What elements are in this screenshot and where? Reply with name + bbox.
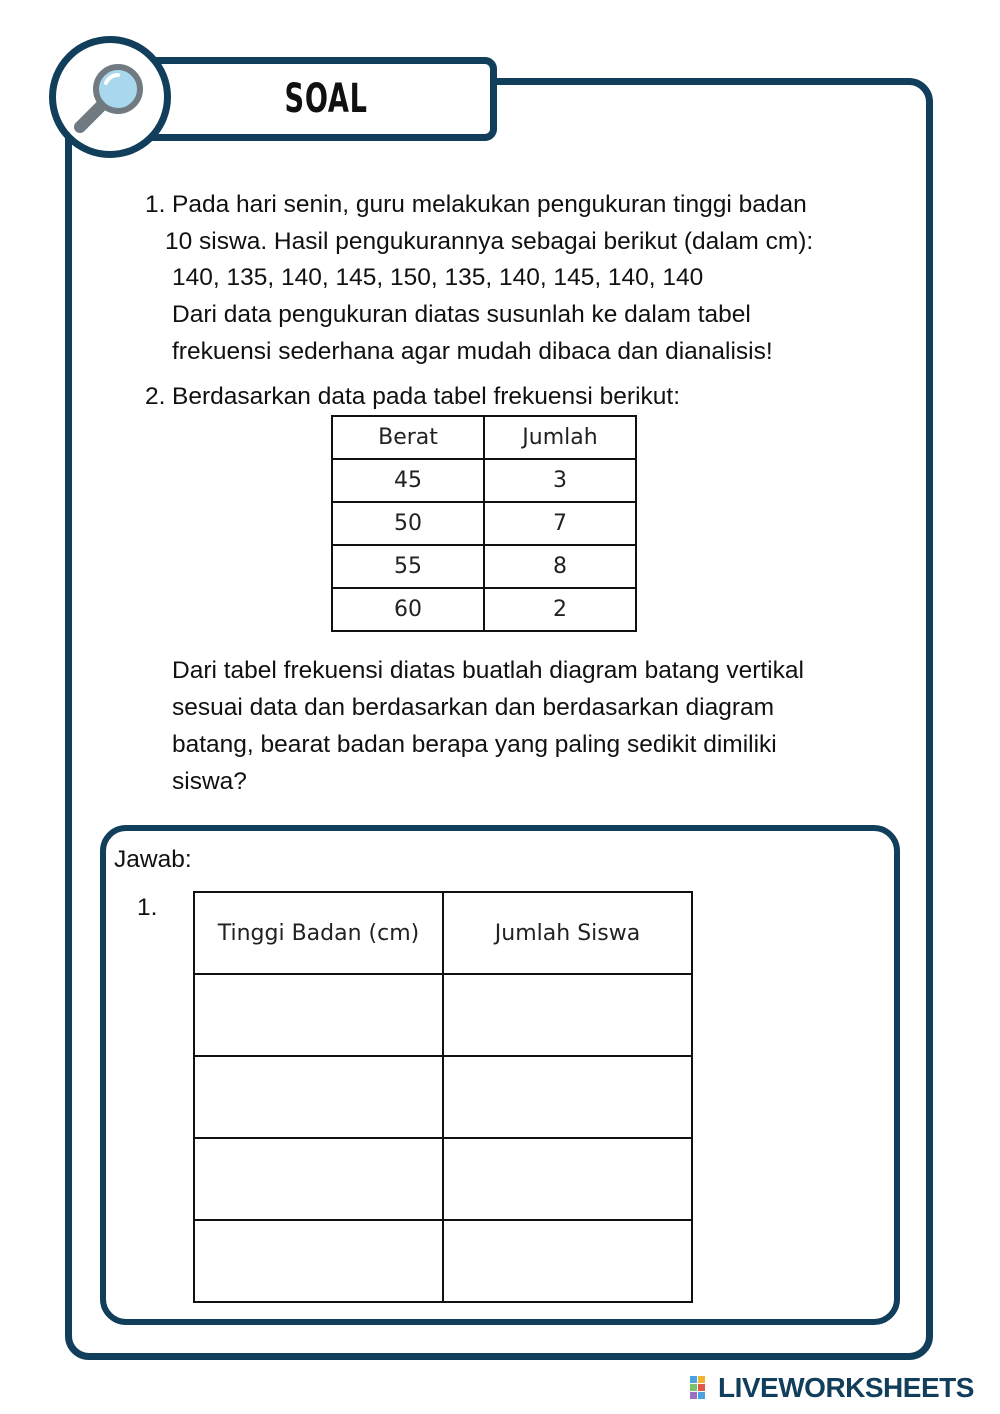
liveworksheets-logo-icon bbox=[690, 1376, 714, 1400]
brand-name: LIVEWORKSHEETS bbox=[718, 1372, 974, 1403]
table-cell: 50 bbox=[332, 502, 484, 545]
question-1-line-2: 10 siswa. Hasil pengukurannya sebagai berikut (dalam cm): bbox=[165, 228, 814, 255]
question-2-line-3: batang, bearat badan berapa yang paling sedikit dimiliki bbox=[172, 731, 777, 758]
title-tab bbox=[135, 57, 497, 141]
question-2-number: 2. bbox=[145, 383, 166, 410]
frequency-table bbox=[331, 415, 637, 632]
answer-number: 1. bbox=[137, 894, 158, 921]
table-header-cell: Tinggi Badan (cm) bbox=[194, 892, 443, 974]
table-row bbox=[332, 459, 636, 502]
answer-input-cell[interactable] bbox=[443, 1220, 692, 1302]
answer-input-cell[interactable] bbox=[194, 1056, 443, 1138]
table-row bbox=[332, 545, 636, 588]
table-cell: 3 bbox=[484, 459, 636, 502]
table-header-cell: Jumlah Siswa bbox=[443, 892, 692, 974]
page-title: SOAL bbox=[284, 76, 368, 122]
table-cell: 55 bbox=[332, 545, 484, 588]
table-row bbox=[332, 502, 636, 545]
question-1-data-values: 140, 135, 140, 145, 150, 135, 140, 145, 140, 140 bbox=[172, 264, 704, 291]
table-header-cell: Jumlah bbox=[484, 416, 636, 459]
table-cell: 7 bbox=[484, 502, 636, 545]
table-header-row bbox=[332, 416, 636, 459]
question-2-line-2: sesuai data dan berdasarkan dan berdasarkan diagram bbox=[172, 694, 775, 721]
question-2-line-1: Dari tabel frekuensi diatas buatlah diagram batang vertikal bbox=[172, 657, 804, 684]
table-cell: 2 bbox=[484, 588, 636, 631]
table-row bbox=[194, 1138, 692, 1220]
answer-input-cell[interactable] bbox=[443, 1138, 692, 1220]
title-badge bbox=[49, 36, 171, 158]
table-cell: 8 bbox=[484, 545, 636, 588]
answer-input-cell[interactable] bbox=[194, 1220, 443, 1302]
table-row bbox=[332, 588, 636, 631]
brand-footer bbox=[690, 1372, 974, 1404]
table-header-cell: Berat bbox=[332, 416, 484, 459]
question-1-line-5: frekuensi sederhana agar mudah dibaca dan dianalisis! bbox=[172, 338, 773, 365]
answer-input-cell[interactable] bbox=[194, 1138, 443, 1220]
table-cell: 60 bbox=[332, 588, 484, 631]
answer-table bbox=[193, 891, 693, 1303]
table-cell: 45 bbox=[332, 459, 484, 502]
question-1-number: 1. bbox=[145, 191, 166, 218]
magnifier-icon bbox=[72, 59, 148, 135]
answer-input-cell[interactable] bbox=[443, 974, 692, 1056]
answer-input-cell[interactable] bbox=[194, 974, 443, 1056]
answer-label: Jawab: bbox=[114, 846, 192, 873]
table-row bbox=[194, 1220, 692, 1302]
table-row bbox=[194, 1056, 692, 1138]
table-row bbox=[194, 974, 692, 1056]
question-2-line-4: siswa? bbox=[172, 768, 247, 795]
answer-input-cell[interactable] bbox=[443, 1056, 692, 1138]
question-1-line-1: Pada hari senin, guru melakukan pengukuran tinggi badan bbox=[172, 191, 807, 218]
table-header-row bbox=[194, 892, 692, 974]
question-1-line-4: Dari data pengukuran diatas susunlah ke dalam tabel bbox=[172, 301, 751, 328]
question-2-intro: Berdasarkan data pada tabel frekuensi berikut: bbox=[172, 383, 681, 410]
